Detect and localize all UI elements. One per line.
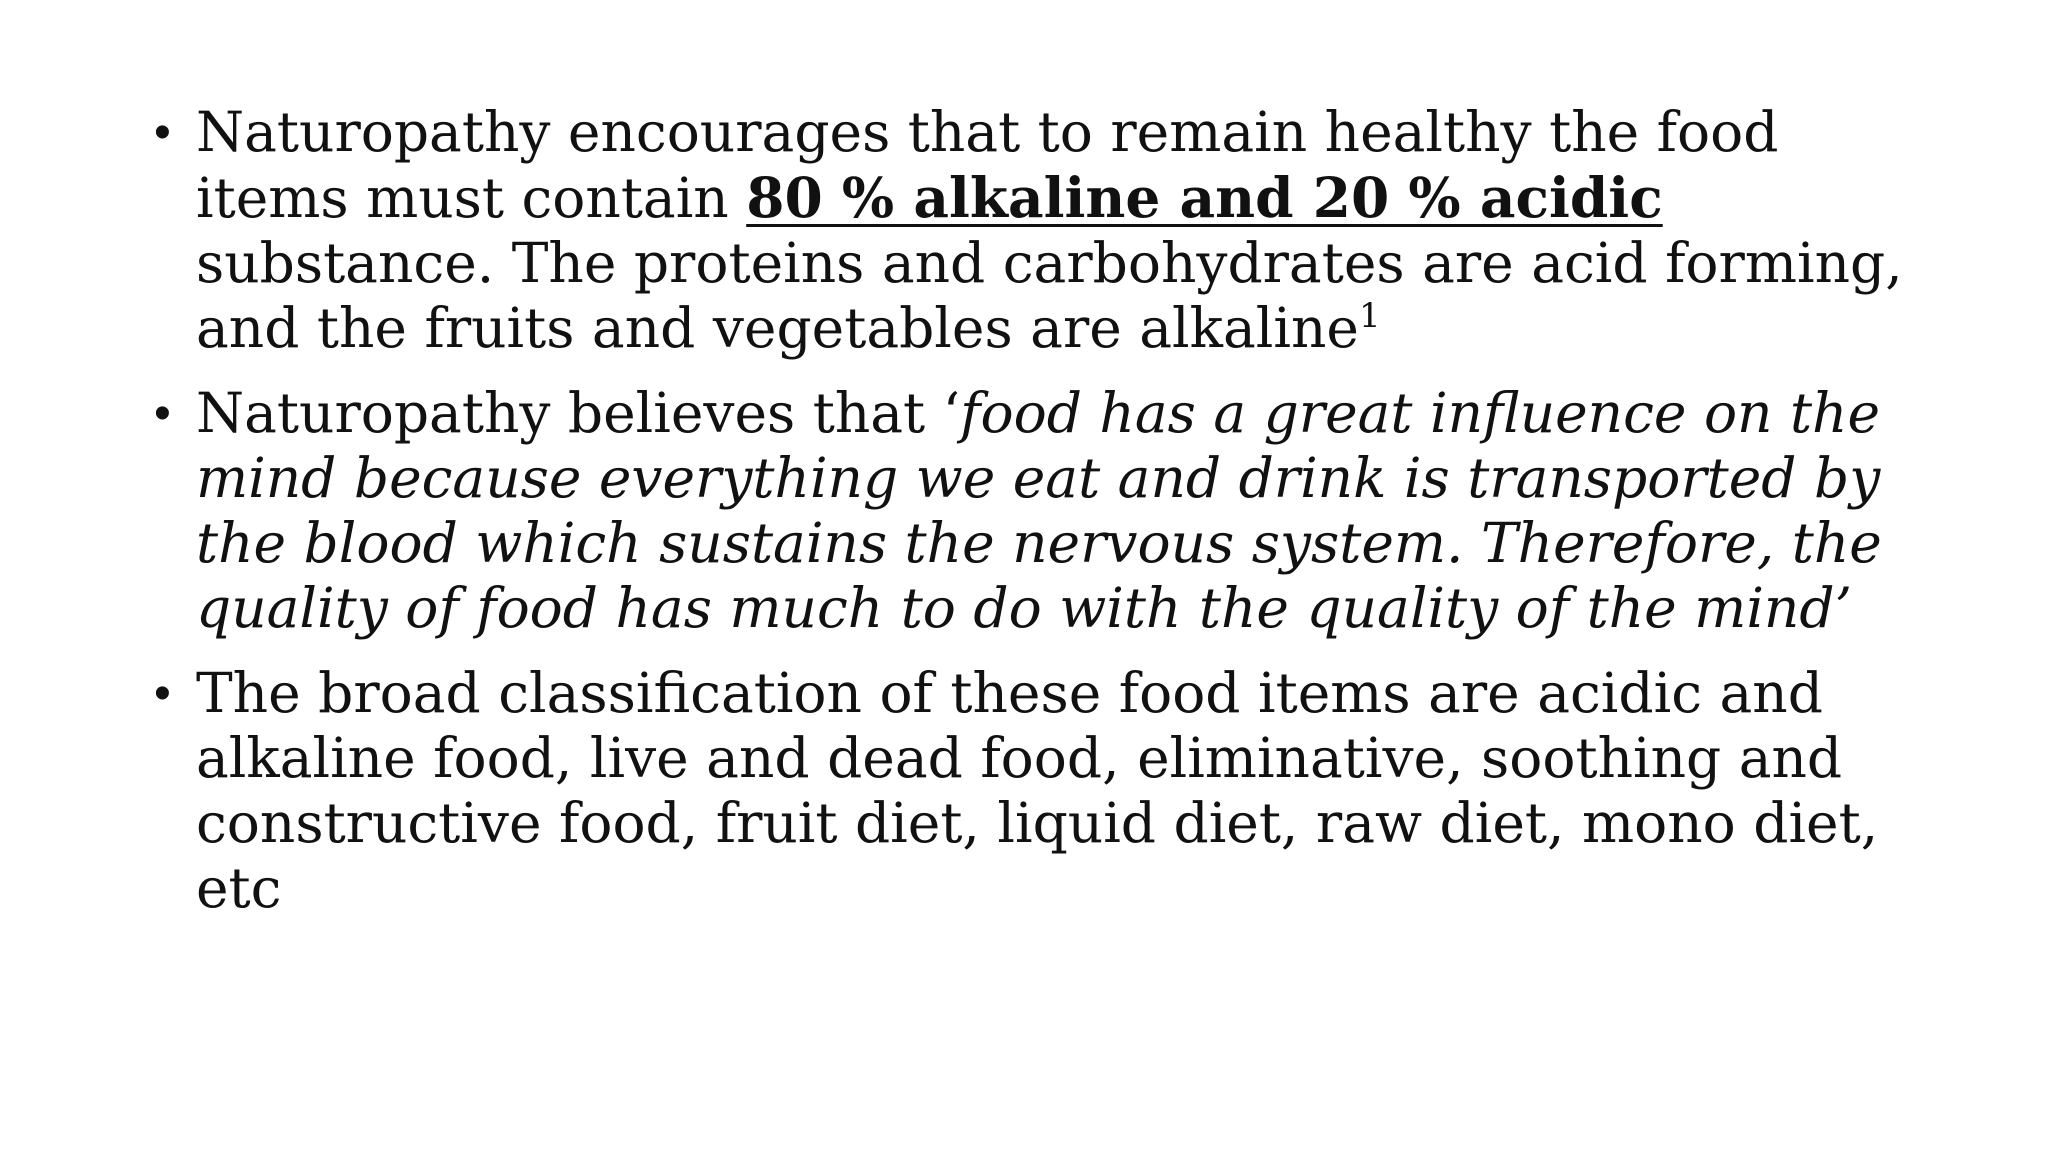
bullet-item [150, 381, 1940, 641]
footnote-reference: 1 [1358, 296, 1381, 336]
bullet-marker: • [154, 387, 171, 440]
bullet-marker: • [154, 106, 171, 159]
bullet-marker: • [154, 667, 171, 720]
italic-quotation: food has a great influence on the mind because everything we eat and drink is transported by the blood which sustains the nervous system. Therefore, the quality of food has much to do with the quality of the mind’ [196, 381, 1882, 640]
alkaline-acidic-ratio-emphasis: 80 % alkaline and 20 % acidic [746, 165, 1663, 230]
bullet-list [150, 100, 1940, 941]
bullet-item [150, 661, 1940, 921]
bullet-text: Naturopathy believes that ‘ [196, 381, 961, 445]
bullet-text-continued: substance. The proteins and carbohydrates are acid forming, and the fruits and vegetables are alkaline [196, 231, 1903, 360]
bullet-text: Naturopathy encourages that to remain healthy the food items must contain [196, 100, 1779, 230]
bullet-item [150, 100, 1940, 361]
bullet-text: The broad classification of these food items are acidic and alkaline food, live and dead food, eliminative, soothing and constructive food, fruit diet, liquid diet, raw diet, mono diet, etc [196, 661, 1879, 920]
